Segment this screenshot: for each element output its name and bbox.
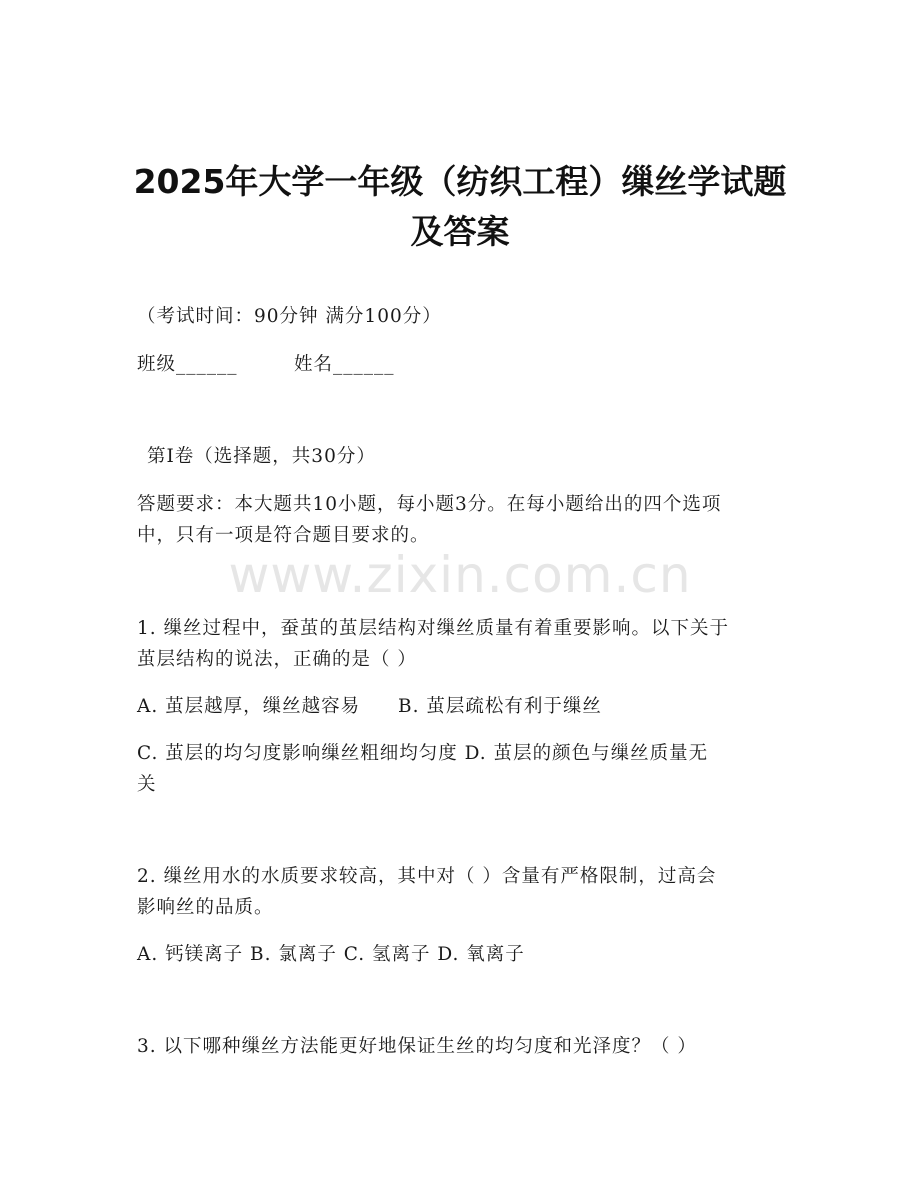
question-1-option-b: B. 茧层疏松有利于缫丝 bbox=[398, 696, 602, 717]
question-1-options-cd: C. 茧层的均匀度影响缫丝粗细均匀度 D. 茧层的颜色与缫丝质量无 bbox=[137, 743, 709, 764]
instructions-continued: 中，只有一项是符合题目要求的。 bbox=[137, 525, 430, 546]
watermark: www.zixin.com.cn bbox=[228, 546, 692, 604]
exam-info: （考试时间：90分钟 满分100分） bbox=[137, 306, 442, 327]
class-field: 班级______ bbox=[137, 354, 238, 375]
name-field: 姓名______ bbox=[294, 354, 395, 375]
question-1-options-continued: 关 bbox=[137, 774, 157, 795]
question-1-stem: 1. 缫丝过程中，蚕茧的茧层结构对缫丝质量有着重要影响。以下关于 bbox=[137, 618, 730, 639]
question-1-stem-continued: 茧层结构的说法，正确的是（ ） bbox=[137, 649, 417, 670]
question-2-stem: 2. 缫丝用水的水质要求较高，其中对（ ）含量有严格限制，过高会 bbox=[137, 866, 717, 887]
question-3-stem: 3. 以下哪种缫丝方法能更好地保证生丝的均匀度和光泽度？（ ） bbox=[137, 1036, 697, 1057]
document-title-continued: 及答案 bbox=[410, 212, 510, 251]
question-2-options: A. 钙镁离子 B. 氯离子 C. 氢离子 D. 氧离子 bbox=[137, 944, 525, 965]
question-1-option-a: A. 茧层越厚，缫丝越容易 bbox=[137, 696, 361, 717]
document-title: 2025年大学一年级（纺织工程）缫丝学试题 bbox=[133, 162, 787, 201]
instructions: 答题要求：本大题共10小题，每小题3分。在每小题给出的四个选项 bbox=[137, 494, 722, 515]
question-2-stem-continued: 影响丝的品质。 bbox=[137, 897, 274, 918]
section-heading: 第Ⅰ卷（选择题，共30分） bbox=[147, 446, 376, 467]
